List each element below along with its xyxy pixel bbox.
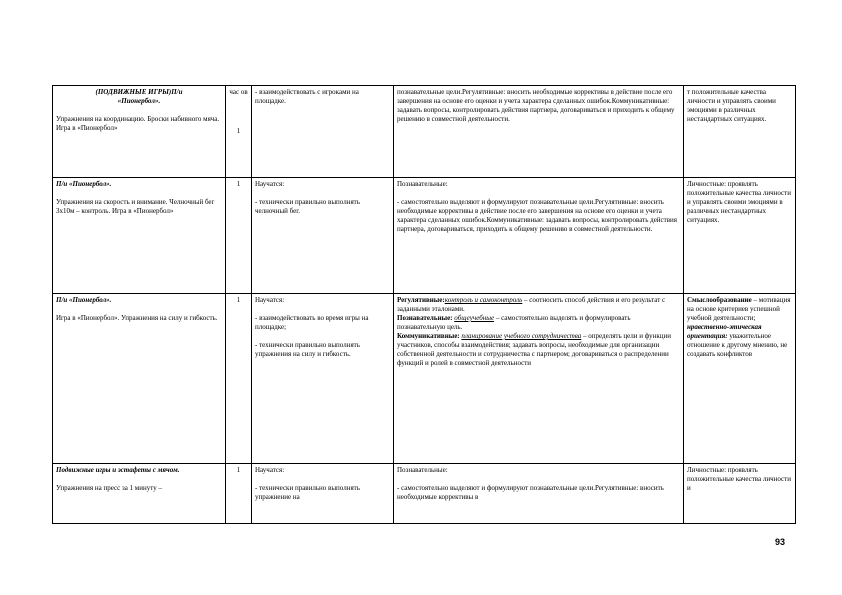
- personal-results-cell: Личностные: проявлять положительные качества личности и управлять своими эмоциями в различных нестандартных ситуациях.: [684, 178, 796, 294]
- uud-cell: Познавательные: - самостоятельно выделяют и формулируют познавательные цели.Регулятивные: вносить необходимые коррективы в действие после его завершения на основе его оценки и учета характера сделанных ошибок.Коммуникативные: задавать вопросы, контролировать действия партнера, договариваться, приходить к общему решению в совместной деятельности.: [394, 178, 684, 294]
- hours-cell: [226, 294, 252, 464]
- lesson-title: Подвижные игры и эстафеты с мячом.: [56, 466, 180, 474]
- section-title: (ПОДВИЖНЫЕ ИГРЫ)П/и «Пионербол».: [95, 88, 183, 105]
- subject-results-cell: Научатся: - технически правильно выполнять челночный бег.: [252, 178, 394, 294]
- hours-cell: [226, 464, 252, 524]
- hours-cell: [226, 86, 252, 178]
- lesson-description: Упражнения на координацию. Броски набивного мяча. Игра в «Пионербол»: [56, 115, 220, 132]
- uud-cell: познавательные цели.Регулятивные: вносить необходимые коррективы в действие после его завершения на основе его оценки и учета характера сделанных ошибок.Коммуникативные: задавать вопросы, контролировать действия партнера, договариваться и приходить к общему решению в совместной деятельности.: [394, 86, 684, 178]
- lesson-title: П/и «Пионербол».: [56, 296, 112, 304]
- lesson-title: П/и «Пионербол».: [56, 180, 112, 188]
- page-number: 93: [775, 537, 786, 547]
- lesson-topic-cell: [53, 178, 226, 294]
- hours-header: час ов: [229, 88, 248, 96]
- lesson-description: Игра в «Пионербол». Упражнения на силу и гибкость.: [56, 314, 218, 322]
- table-row: [53, 86, 796, 178]
- hours-cell: [226, 178, 252, 294]
- lesson-description: Упражнения на пресс за 1 минуту –: [56, 484, 162, 492]
- personal-results-cell: Смыслообразование – мотивация на основе критериев успешной учебной деятельности; нравственно-этическая ориентация: уважительное отношение к другому мнению, не создавать конфликтов: [684, 294, 796, 464]
- subject-results-cell: Научатся: - технически правильно выполнять упражнение на: [252, 464, 394, 524]
- subject-results-cell: Научатся: - взаимодействовать во время игры на площадке; - технически правильно выполнять упражнения на силу и гибкость.: [252, 294, 394, 464]
- lesson-description: Упражнения на скорость и внимание. Челночный бег 3х10м – контроль. Игра в «Пионербол»: [56, 198, 215, 215]
- hours-value: 1: [236, 127, 241, 135]
- personal-results-cell: т положительные качества личности и управлять своими эмоциями в различных нестандартных ситуациях.: [684, 86, 796, 178]
- uud-cell: Регулятивные:контроль и самоконтроль – соотносить способ действия и его результат с заданными эталонами. Познавательные: общеучебные – самостоятельно выделять и формулировать познавательную цель. Коммуникативные: планирование учебного сотрудничества – определять цели и функции участников, способы взаимодействия; задавать вопросы, необходимые для организации собственной деятельности и сотрудничества с партнером; договариваться о распределении функций и ролей в совместной деятельности: [394, 294, 684, 464]
- hours-value: 1: [236, 180, 241, 188]
- lesson-topic-cell: [53, 464, 226, 524]
- personal-results-cell: Личностные: проявлять положительные качества личности и: [684, 464, 796, 524]
- hours-value: 1: [236, 296, 241, 304]
- table-row: [53, 464, 796, 524]
- lesson-topic-cell: [53, 86, 226, 178]
- table-row: [53, 178, 796, 294]
- uud-cell: Познавательные: - самостоятельно выделяют и формулируют познавательные цели.Регулятивные: вносить необходимые коррективы в: [394, 464, 684, 524]
- subject-results-cell: - взаимодействовать с игроками на площадке.: [252, 86, 394, 178]
- lesson-topic-cell: [53, 294, 226, 464]
- table-row: [53, 294, 796, 464]
- lesson-plan-table: [52, 85, 796, 524]
- hours-value: 1: [236, 466, 241, 474]
